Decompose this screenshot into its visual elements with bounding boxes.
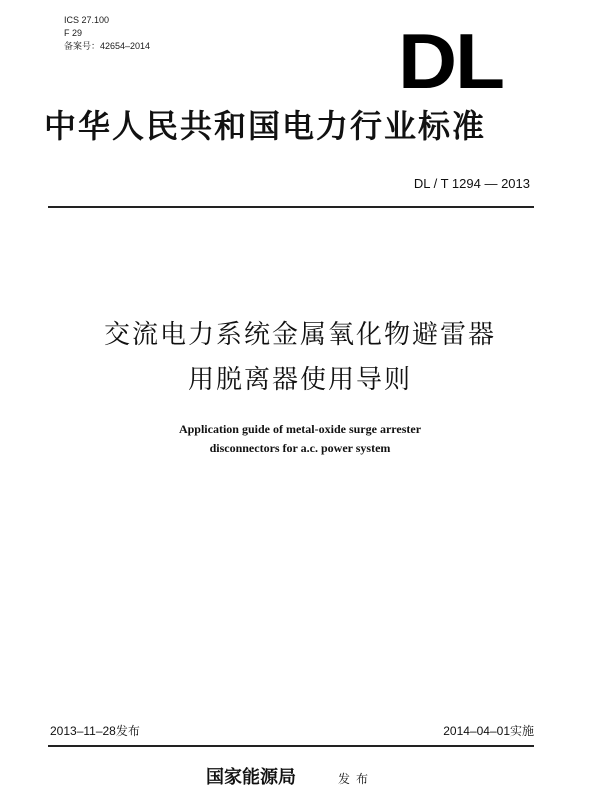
standard-number: DL / T 1294 — 2013 (413, 176, 530, 191)
registration-number: 备案号：42654–2014 (64, 41, 151, 51)
top-divider (48, 206, 534, 208)
english-title-line-1: Application guide of metal-oxide surge arrester (178, 422, 422, 436)
chinese-title-line-1: 交流电力系统金属氧化物避雷器 (103, 320, 496, 350)
bottom-divider (48, 745, 534, 747)
publisher-name: 国家能源局 (206, 767, 296, 788)
ccs-code: F 29 (64, 28, 83, 38)
ics-code: ICS 27.100 (64, 15, 110, 25)
english-title-line-2: disconnectors for a.c. power system (209, 441, 391, 455)
dl-logo: DL (398, 17, 503, 105)
implementation-date: 2014–04–01实施 (443, 724, 534, 738)
industry-standard-heading: 中华人民共和国电力行业标准 (44, 107, 487, 145)
issue-date: 2013–11–28发布 (50, 724, 140, 738)
publish-label: 发布 (338, 772, 375, 786)
chinese-title-line-2: 用脱离器使用导则 (187, 365, 412, 395)
